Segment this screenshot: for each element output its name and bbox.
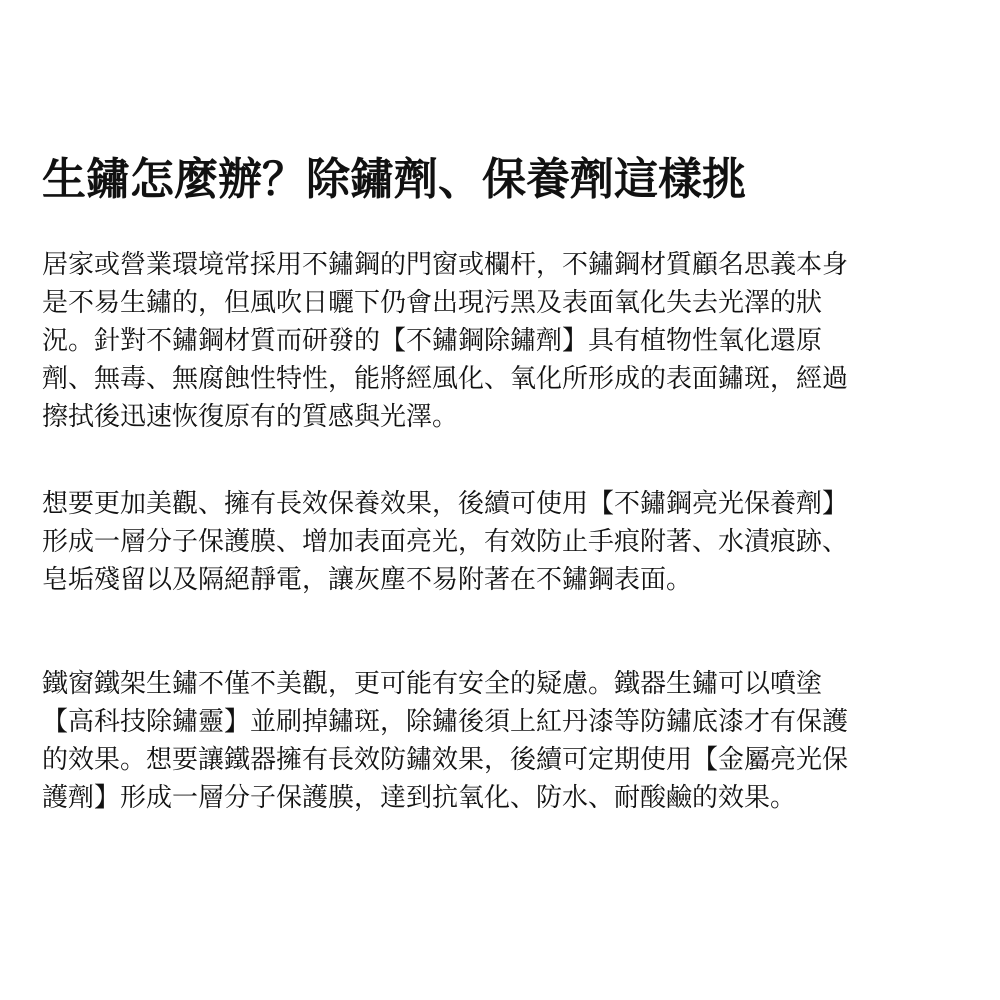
paragraph-line: 劑、無毒、無腐蝕性特性，能將經風化、氧化所形成的表面鏽斑，經過 [42, 364, 849, 394]
paragraph-line: 居家或營業環境常採用不鏽鋼的門窗或欄杆，不鏽鋼材質顧名思義本身 [42, 250, 849, 280]
page-title: 生鏽怎麼辦？除鏽劑、保養劑這樣挑 [42, 154, 746, 205]
paragraph-stainless-rust-remover [42, 246, 848, 436]
paragraph-line: 護劑】形成一層分子保護膜，達到抗氧化、防水、耐酸鹼的效果。 [42, 783, 797, 813]
paragraph-stainless-polish [42, 485, 848, 599]
paragraph-line: 皂垢殘留以及隔絕靜電，讓灰塵不易附著在不鏽鋼表面。 [42, 565, 693, 595]
paragraph-line: 鐵窗鐵架生鏽不僅不美觀，更可能有安全的疑慮。鐵器生鏽可以噴塗 [42, 669, 823, 699]
article [42, 0, 962, 1000]
paragraph-line: 擦拭後迅速恢復原有的質感與光澤。 [42, 402, 459, 432]
paragraph-line: 形成一層分子保護膜、增加表面亮光，有效防止手痕附著、水漬痕跡、 [42, 527, 849, 557]
paragraph-line: 的效果。想要讓鐵器擁有長效防鏽效果，後續可定期使用【金屬亮光保 [42, 745, 849, 775]
paragraph-line: 【高科技除鏽靈】並刷掉鏽斑，除鏽後須上紅丹漆等防鏽底漆才有保護 [42, 707, 849, 737]
paragraph-line: 想要更加美觀、擁有長效保養效果，後續可使用【不鏽鋼亮光保養劑】 [42, 489, 849, 519]
paragraph-line: 況。針對不鏽鋼材質而研發的【不鏽鋼除鏽劑】具有植物性氧化還原 [42, 326, 823, 356]
paragraph-line: 是不易生鏽的，但風吹日曬下仍會出現污黑及表面氧化失去光澤的狀 [42, 288, 823, 318]
paragraph-iron-rust [42, 665, 848, 817]
